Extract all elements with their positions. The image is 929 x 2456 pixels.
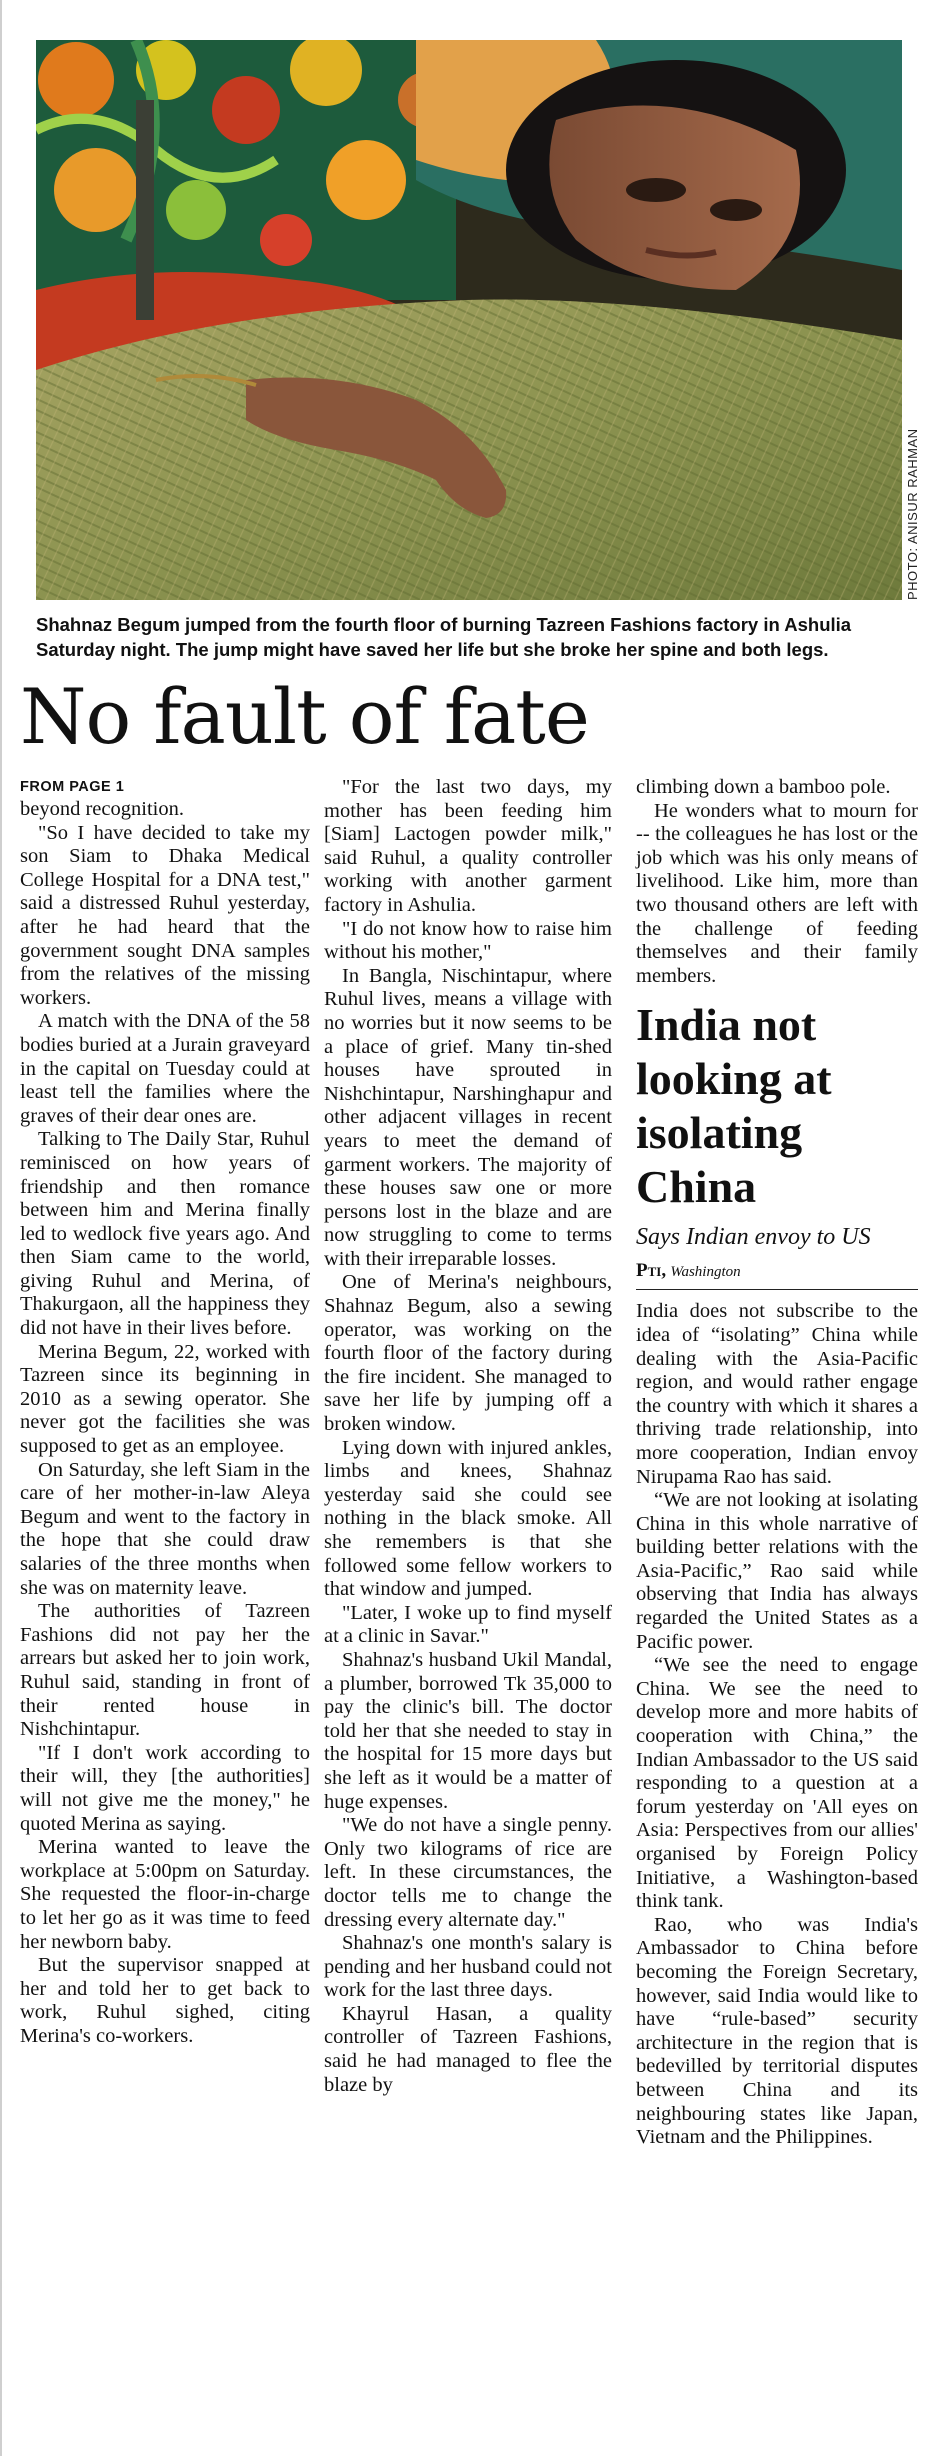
story-paragraph: Merina Begum, 22, worked with Tazreen since its beginning in 2010 as a sewing operator. She never got the facilities she was supposed to get as an employee. bbox=[20, 1340, 310, 1458]
side-story-byline bbox=[636, 1260, 918, 1290]
story-paragraph: Merina wanted to leave the workplace at 5:00pm on Saturday. She requested the floor-in-charge to let her go as it was time to feed her newborn baby. bbox=[20, 1836, 310, 1953]
story-paragraph: In Bangla, Nischintapur, where Ruhul lives, means a village with no worries but it now seems to be a place of grief. Many tin-shed houses have sprouted in Nishchintapur, Narshinghapur and other adjacent villages in recent years to meet the demand of garment workers. The majority of these houses saw one or more persons lost in the blaze and are now struggling to come to terms with their irreparable losses. bbox=[324, 964, 612, 1270]
story-paragraph: But the supervisor snapped at her and told her to get back to work, Ruhul sighed, citing Merina's co-workers. bbox=[20, 1954, 310, 2047]
story-paragraph: "So I have decided to take my son Siam to Dhaka Medical College Hospital for a DNA test," said a distressed Ruhul yesterday, after he had heard that the government sought DNA samples from the relatives of the missing workers. bbox=[20, 821, 310, 1009]
story-paragraph: Lying down with injured ankles, limbs and knees, Shahnaz yesterday said she could see nothing in the black smoke. All she remembers is that she followed some fellow workers to that window and jumped. bbox=[324, 1436, 612, 1601]
story-paragraph: "I do not know how to raise him without his mother," bbox=[324, 917, 612, 964]
column-3 bbox=[636, 776, 918, 2150]
story-paragraph: "If I don't work according to their will, they [the authorities] will not give me the money," he quoted Merina as saying. bbox=[20, 1741, 310, 1835]
story-paragraph: Talking to The Daily Star, Ruhul reminisced on how years of friendship and then romance between him and Merina finally led to wedlock five years ago. And then Siam came to the world, giving Ruhul and Merina, of Thakurgaon, all the happiness they did not have in their lives before. bbox=[20, 1128, 310, 1340]
side-story-paragraph: “We are not looking at isolating China in this whole narrative of building better relations with the Asia-Pacific,” Rao said while observing that India has always regarded the United States as a Pacific power. bbox=[636, 1489, 918, 1653]
story-paragraph: One of Merina's neighbours, Shahnaz Begum, also a sewing operator, was working on the fourth floor of the factory during the fire incident. She managed to save her life by jumping off a broken window. bbox=[324, 1271, 612, 1436]
story-paragraph: "Later, I woke up to find myself at a clinic in Savar." bbox=[324, 1601, 612, 1648]
story-paragraph: Khayrul Hasan, a quality controller of Tazreen Fashions, said he had managed to flee the blaze by bbox=[324, 2002, 612, 2096]
photo-credit: PHOTO: ANISUR RAHMAN bbox=[905, 428, 920, 600]
jump-kicker: FROM PAGE 1 bbox=[20, 779, 125, 795]
story-paragraph: "For the last two days, my mother has been feeding him [Siam] Lactogen powder milk," said Ruhul, a quality controller working with another garment factory in Ashulia. bbox=[324, 776, 612, 916]
side-story-paragraph: India does not subscribe to the idea of “isolating” China while dealing with the Asia-Pacific region, and would rather engage the country with which it shares a thriving trade relationship, into more cooperation, Indian envoy Nirupama Rao has said. bbox=[636, 1300, 918, 1488]
story-paragraph: beyond recognition. bbox=[20, 798, 184, 820]
photo-caption: Shahnaz Begum jumped from the fourth floor of burning Tazreen Fashions factory in Ashulia Saturday night. The jump might have saved her life but she broke her spine and both legs. bbox=[36, 614, 852, 660]
side-story-headline: India not looking at isolating China bbox=[636, 999, 832, 1213]
side-story-paragraph: “We see the need to engage China. We see the need to develop more and more habits of cooperation with China,” the Indian Ambassador to the US said responding to a question at a forum yesterday on 'All eyes on Asia: Perspectives from our allies' organised by Foreign Policy Initiative, a Washington-based think tank. bbox=[636, 1654, 918, 1913]
news-photo bbox=[36, 40, 902, 600]
story-paragraph: climbing down a bamboo pole. bbox=[636, 776, 891, 798]
main-story-column-2 bbox=[324, 776, 612, 2097]
side-story-deck: Says Indian envoy to US bbox=[636, 1224, 871, 1251]
story-paragraph: The authorities of Tazreen Fashions did not pay her the arrears but asked her to join work, Ruhul said, standing in front of their rented house in Nishchintapur. bbox=[20, 1600, 310, 1741]
story-paragraph: "We do not have a single penny. Only two kilograms of rice are left. In these circumstances, the doctor tells me to change the dressing every alternate day." bbox=[324, 1814, 612, 1931]
byline-agency: Pti, bbox=[636, 1260, 667, 1282]
story-paragraph: Shahnaz's one month's salary is pending and her husband could not work for the last three days. bbox=[324, 1932, 612, 2002]
story-paragraph: He wonders what to mourn for -- the colleagues he has lost or the job which was his only means of livelihood. Like him, more than two thousand others are left with the challenge of feeding themselves and their family members. bbox=[636, 799, 918, 987]
story-paragraph: A match with the DNA of the 58 bodies buried at a Jurain graveyard in the capital on Tuesday could at least tell the families where the graves of their dear ones are. bbox=[20, 1010, 310, 1127]
byline-location: Washington bbox=[670, 1264, 741, 1281]
story-paragraph: On Saturday, she left Siam in the care of her mother-in-law Aleya Begum and went to the factory in the hope that she could draw salaries of the three months when she was on maternity leave. bbox=[20, 1458, 310, 1599]
side-story-paragraph: Rao, who was India's Ambassador to China before becoming the Foreign Secretary, however, said India would like to have “rule-based” security architecture in the region that is bedevilled by territorial disputes between China and its neighbouring states like Japan, Vietnam and the Philippines. bbox=[636, 1913, 918, 2149]
story-paragraph: Shahnaz's husband Ukil Mandal, a plumber, borrowed Tk 35,000 to pay the clinic's bill. The doctor told her that she needed to stay in the hospital for 15 more days but she left as it would be a matter of huge expenses. bbox=[324, 1648, 612, 1813]
main-headline: No fault of fate bbox=[20, 672, 589, 761]
main-story-column-1 bbox=[20, 778, 310, 2048]
